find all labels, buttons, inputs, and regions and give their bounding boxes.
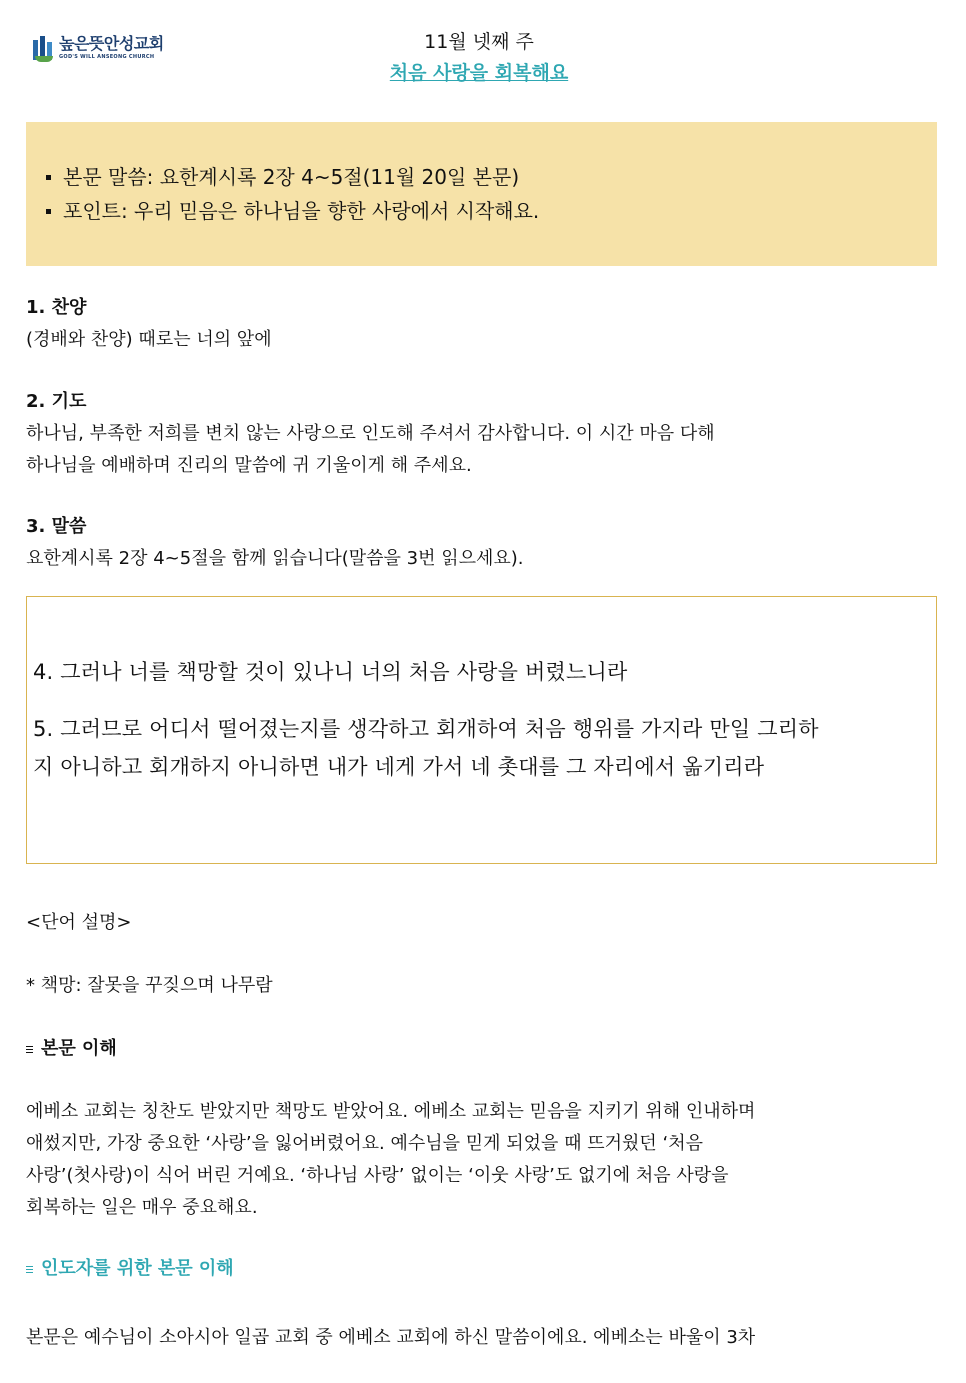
info-item-text: 본문 말씀: 요한계시록 2장 4~5절(11월 20일 본문) [63,165,520,189]
info-item-point [46,194,937,228]
leader-heading [26,1253,936,1285]
info-item-passage [46,160,937,194]
paragraph-line: 회복하는 일은 매우 중요해요. [26,1197,258,1218]
understanding-heading [26,1033,936,1065]
section-text-line: 하나님, 부족한 저희를 변치 않는 사랑으로 인도해 주셔서 감사합니다. 이 시간 마음 다해 [26,423,715,444]
bullet-icon [46,209,51,214]
verse-line: 5. 그러므로 어디서 떨어졌는지를 생각하고 회개하여 처음 행위를 가지라 만일 그리하 [33,717,819,741]
glossary-item: * 책망: 잘못을 꾸짖으며 나무람 [26,975,273,996]
verse-4: 4. 그러나 너를 책망할 것이 있나니 너의 처음 사랑을 버렸느니라 [33,660,628,684]
leader-heading-text: 인도자를 위한 본문 이해 [41,1258,234,1279]
section-text: 요한계시록 2장 4~5절을 함께 읽습니다(말씀을 3번 읽으세요). [26,548,524,569]
section-prayer [26,386,936,482]
info-box [26,122,937,266]
section-text-line: 하나님을 예배하며 진리의 말씀에 귀 기울이게 해 주세요. [26,455,472,476]
glossary-heading: <단어 설명> [26,912,132,933]
paragraph-line: 사랑’(첫사랑)이 식어 버린 거예요. ‘하나님 사랑’ 없이는 ‘이웃 사랑’도 없기에 처음 사랑을 [26,1165,729,1186]
understanding-heading-text: 본문 이해 [41,1038,117,1059]
paragraph-line: 본문은 예수님이 소아시아 일곱 교회 중 에베소 교회에 하신 말씀이에요. 에베소는 바울이 3차 [26,1327,756,1348]
paragraph-line: 애썼지만, 가장 중요한 ‘사랑’을 잃어버렸어요. 예수님을 믿게 되었을 때 뜨거웠던 ‘처음 [26,1133,704,1154]
section-praise [26,292,936,356]
logo-name: 높은뜻안성교회 [59,34,164,53]
scripture-box [26,596,937,864]
verse-5 [33,710,932,786]
section-heading: 1. 찬양 [26,297,87,318]
verse-line: 지 아니하고 회개하지 아니하면 내가 네게 가서 네 촛대를 그 자리에서 옮기리라 [33,755,765,779]
section-heading: 2. 기도 [26,391,87,412]
section-heading: 3. 말씀 [26,516,87,537]
logo-subtitle: GOD'S WILL ANSEONG CHURCH [59,54,155,60]
paragraph-line: 에베소 교회는 칭찬도 받았지만 책망도 받았어요. 에베소 교회는 믿음을 지키기 위해 인내하며 [26,1101,756,1122]
understanding-body [26,1096,936,1224]
section-word [26,511,936,575]
heading-marker-icon [26,1266,33,1273]
bullet-icon [46,175,51,180]
week-label: 11월 넷째 주 [424,31,534,53]
section-text: (경배와 찬양) 때로는 너의 앞에 [26,329,272,350]
heading-marker-icon [26,1046,33,1053]
info-item-text: 포인트: 우리 믿음은 하나님을 향한 사랑에서 시작해요. [63,199,540,223]
page-title: 처음 사랑을 회복해요 [389,62,569,84]
leader-body [26,1322,936,1354]
